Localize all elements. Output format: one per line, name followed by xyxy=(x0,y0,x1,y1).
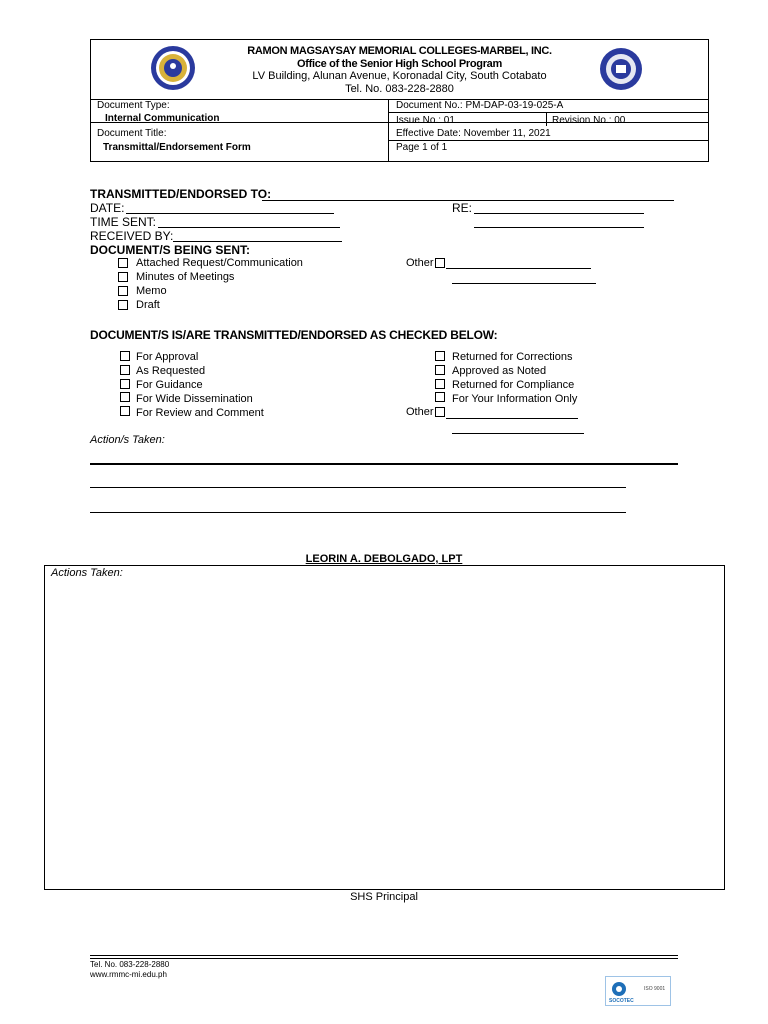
for-guidance-label: For Guidance xyxy=(136,379,203,391)
actions-taken-line-3[interactable] xyxy=(90,512,626,513)
revision-number: Revision No.: 00 xyxy=(552,115,626,126)
received-by-label: RECEIVED BY: xyxy=(90,229,174,243)
actions-taken-box-label: Actions Taken: xyxy=(51,567,123,579)
socotec-logo-icon xyxy=(611,981,627,997)
certification-standard: ISO 9001 xyxy=(644,986,666,992)
doc-type-label: Document Type: xyxy=(97,100,170,111)
footer-tel: Tel. No. 083-228-2880 xyxy=(90,960,170,969)
footer-website[interactable]: www.rmmc-mi.edu.ph xyxy=(90,970,167,979)
returned-corrections-label: Returned for Corrections xyxy=(452,351,573,363)
date-label: DATE: xyxy=(90,201,125,215)
for-wide-dissemination-checkbox[interactable] xyxy=(120,392,130,402)
doc-other-checkbox[interactable] xyxy=(435,258,445,268)
doc-other-field-line-2[interactable] xyxy=(452,283,596,284)
doc-type-value: Internal Communication xyxy=(105,113,220,124)
time-sent-label: TIME SENT: xyxy=(90,215,157,229)
doc-minutes-label: Minutes of Meetings xyxy=(136,271,235,283)
page-number: Page 1 of 1 xyxy=(396,142,448,153)
doc-number: Document No.: PM-DAP-03-19-025-A xyxy=(396,100,564,111)
doc-attached-checkbox[interactable] xyxy=(118,258,128,268)
for-review-checkbox[interactable] xyxy=(120,406,130,416)
returned-compliance-checkbox[interactable] xyxy=(435,379,445,389)
doc-draft-checkbox[interactable] xyxy=(118,300,128,310)
doc-draft-label: Draft xyxy=(136,299,160,311)
footer-rule-1 xyxy=(90,955,678,956)
returned-compliance-label: Returned for Compliance xyxy=(452,379,575,391)
for-wide-dissemination-label: For Wide Dissemination xyxy=(136,393,253,405)
for-your-information-checkbox[interactable] xyxy=(435,392,445,402)
as-requested-checkbox[interactable] xyxy=(120,365,130,375)
re-label: RE: xyxy=(452,201,473,215)
check-other-field[interactable] xyxy=(446,418,578,419)
doc-title-value: Transmittal/Endorsement Form xyxy=(103,142,251,153)
address: LV Building, Alunan Avenue, Koronadal City, South Cotabato xyxy=(252,70,547,82)
transmitted-to-label: TRANSMITTED/ENDORSED TO: xyxy=(90,187,272,201)
doc-minutes-checkbox[interactable] xyxy=(118,272,128,282)
signatory-title: SHS Principal xyxy=(350,891,418,903)
doc-other-field[interactable] xyxy=(446,268,591,269)
doc-other-label: Other xyxy=(406,257,434,269)
re-field-line-2[interactable] xyxy=(474,227,644,228)
check-other-field-line-2[interactable] xyxy=(452,433,584,434)
checked-below-heading: DOCUMENT/S IS/ARE TRANSMITTED/ENDORSED AS CHECKED BELOW: xyxy=(90,328,498,342)
actions-taken-label: Action/s Taken: xyxy=(90,434,165,446)
footer-rule-2 xyxy=(90,958,678,959)
re-field[interactable] xyxy=(474,213,644,214)
office-name: Office of the Senior High School Program xyxy=(297,58,502,70)
institution-name: RAMON MAGSAYSAY MEMORIAL COLLEGES-MARBEL, INC. xyxy=(247,45,552,57)
issue-number: Issue No.: 01 xyxy=(396,115,455,126)
actions-taken-line-2[interactable] xyxy=(90,487,626,488)
certification-logo-text: SOCOTEC xyxy=(609,998,634,1004)
time-sent-field[interactable] xyxy=(158,227,340,228)
actions-taken-box[interactable] xyxy=(44,565,725,890)
doc-memo-checkbox[interactable] xyxy=(118,286,128,296)
documents-sent-heading: DOCUMENT/S BEING SENT: xyxy=(90,243,251,257)
for-review-label: For Review and Comment xyxy=(136,407,264,419)
actions-taken-line-1[interactable] xyxy=(90,463,678,465)
as-requested-label: As Requested xyxy=(136,365,206,377)
effective-date: Effective Date: November 11, 2021 xyxy=(396,128,551,139)
for-approval-label: For Approval xyxy=(136,351,199,363)
for-your-information-label: For Your Information Only xyxy=(452,393,578,405)
header-tel: Tel. No. 083-228-2880 xyxy=(345,83,454,95)
check-other-checkbox[interactable] xyxy=(435,407,445,417)
doc-title-label: Document Title: xyxy=(97,128,167,139)
doc-memo-label: Memo xyxy=(136,285,167,297)
returned-corrections-checkbox[interactable] xyxy=(435,351,445,361)
for-approval-checkbox[interactable] xyxy=(120,351,130,361)
date-field[interactable] xyxy=(126,213,334,214)
doc-attached-label: Attached Request/Communication xyxy=(136,257,303,269)
received-by-field[interactable] xyxy=(173,241,342,242)
approved-noted-checkbox[interactable] xyxy=(435,365,445,375)
check-other-label: Other xyxy=(406,406,434,418)
for-guidance-checkbox[interactable] xyxy=(120,379,130,389)
certification-badge xyxy=(605,976,671,1006)
signatory-name: LEORIN A. DEBOLGADO, LPT xyxy=(305,553,463,565)
approved-noted-label: Approved as Noted xyxy=(452,365,547,377)
